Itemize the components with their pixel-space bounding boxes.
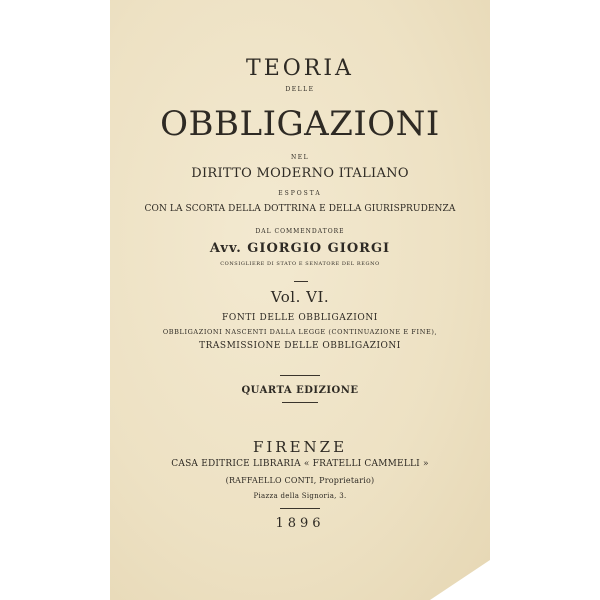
publication-city: FIRENZE [252,438,348,456]
contents-line-3: TRASMISSIONE DELLE OBBLIGAZIONI [199,341,401,351]
contents-line-1: FONTI DELLE OBBLIGAZIONI [222,313,378,323]
connector-esposta: ESPOSTA [278,190,322,197]
title-obbligazioni: OBBLIGAZIONI [160,104,440,144]
contents-line-2: OBBLIGAZIONI NASCENTI DALLA LEGGE (CONTINUAZIONE E FINE), [162,328,438,336]
by-line: DAL COMMENDATORE [255,228,345,235]
divider-rule [280,508,320,509]
divider-rule [294,281,308,282]
author-name: Avv. GIORGIO GIORGI [209,241,391,256]
publication-year: 1896 [275,516,325,531]
edition-label: QUARTA EDIZIONE [241,385,359,396]
subtitle-scorta: CON LA SCORTA DELLA DOTTRINA E DELLA GIURISPRUDENZA [144,204,456,214]
volume-number: Vol. VI. [270,288,330,306]
publisher-address: Piazza della Signoria, 3. [253,492,347,500]
connector-delle: DELLE [285,86,315,93]
publisher-name: CASA EDITRICE LIBRARIA « FRATELLI CAMMELLI » [171,459,429,469]
divider-rule [282,402,318,403]
author-titles: CONSIGLIERE DI STATO E SENATORE DEL REGNO [220,261,380,267]
title-teoria: TEORIA [246,56,354,81]
subtitle-diritto: DIRITTO MODERNO ITALIANO [191,166,409,181]
torn-corner [430,560,490,600]
publisher-owner: (RAFFAELLO CONTI, Proprietario) [225,476,375,485]
title-page [110,0,490,600]
divider-rule [280,375,320,376]
connector-nel: NEL [290,154,310,161]
